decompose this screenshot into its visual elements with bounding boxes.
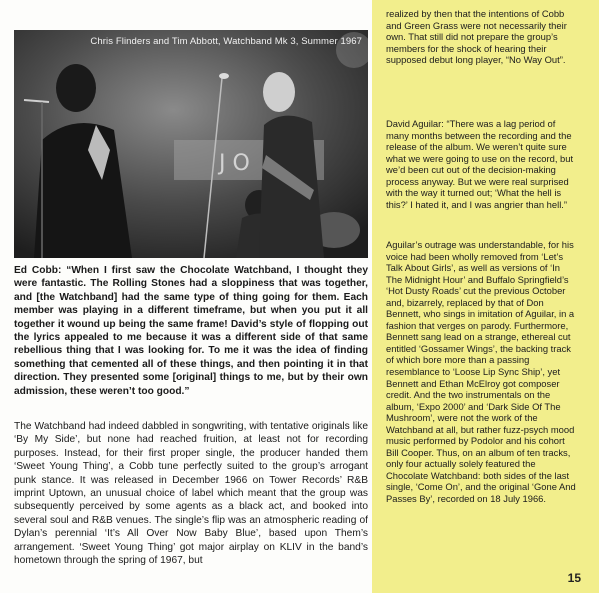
pull-quote-ed-cobb: Ed Cobb: “When I first saw the Chocolate Watchband, I thought they were fantastic. The Rolling Stones had a sloppiness that was together, and [the Watchband] had the same type of thing going for them. Each member was playing in a different timeframe, but when you put it all together it wound up being the same frame! David’s style of flopping out the lyrics appealed to me because it was a different side of that same rebellious thing that I was looking for. To me it was the idea of finding something that cemented all of these things, and then pointing it in that direction. They presented some [original] things to me, but by their own admission, these weren’t too good.” <box>14 265 368 397</box>
svg-text:J O: J O <box>219 151 250 176</box>
band-photo <box>14 30 368 258</box>
page-number: 15 <box>567 571 581 585</box>
photo-caption: Chris Flinders and Tim Abbott, Watchband Mk 3, Summer 1967 <box>90 36 362 47</box>
column-paragraph-2: David Aguilar: “There was a lag period of many months between the recording and the release of the album. We weren’t quite sure what we were going to use on the record, but we’d been cut out of the decision-making process anyway. But we were real surprised with the way it turned out; ‘What the hell is this?’ I hated it, and I was angrier than hell.” <box>386 118 574 210</box>
article-body-left: The Watchband had indeed dabbled in songwriting, with tentative originals like ‘By My Side’, but none had reached fruition, at least not for recording purposes. Instead, for their first proper single, the producer handed them ‘Sweet Young Thing’, a Cobb tune perfectly suited to the group’s arrogant punk stance. It was released in December 1966 on Tower Records’ R&B imprint Uptown, an unusual choice of label which meant that the group was subsequently perceived by some agents as a black act, and booked into several soul and R&B venues. The single’s flip was an atmospheric reading of Dylan’s perennial ‘It’s All Over Now Baby Blue’, based upon Them’s arrangement. ‘Sweet Young Thing’ got major airplay on KLIV in the band’s hometown through the spring of 1967, but <box>14 421 368 567</box>
band-photo-image <box>14 30 368 258</box>
column-paragraph-1: realized by then that the intentions of Cobb and Green Grass were not necessarily their own. That still did not prepare the group’s members for the shock of hearing their supposed debut long player, “No Way Out”. <box>386 8 567 66</box>
yellow-column <box>372 0 599 593</box>
column-paragraph-3: Aguilar’s outrage was understandable, for his voice had been wholly removed from ‘Let’s Talk About Girls’, as well as versions of ‘In The Midnight Hour’ and Buffalo Springfield’s ‘Hot Dusty Roads’ cut the previous October and, bizarrely, replaced by that of Don Bennett, who sings in imitation of Aguilar, in a fashion that verges on parody. Furthermore, Bennett sang lead on a strange, ethereal cut entitled ‘Gossamer Wings’, the backing track of which bore more than a passing resemblance to ‘Loose Lip Sync Ship’, yet Bennett and Ethan McElroy got composer credit. And the two instrumentals on the album, ‘Expo 2000’ and ‘Dark Side Of The Mushroom’, were not the work of the Watchband at all, but rather fuzz-psych mood music performed by Podolor and his cohort Bill Cooper. Thus, on an album of ten tracks, only four actually solely featured the Chocolate Watchband: both sides of the last single, ‘Come On’, and the original ‘Gone And Passes By’, recorded on 18 July 1966. <box>386 239 576 505</box>
